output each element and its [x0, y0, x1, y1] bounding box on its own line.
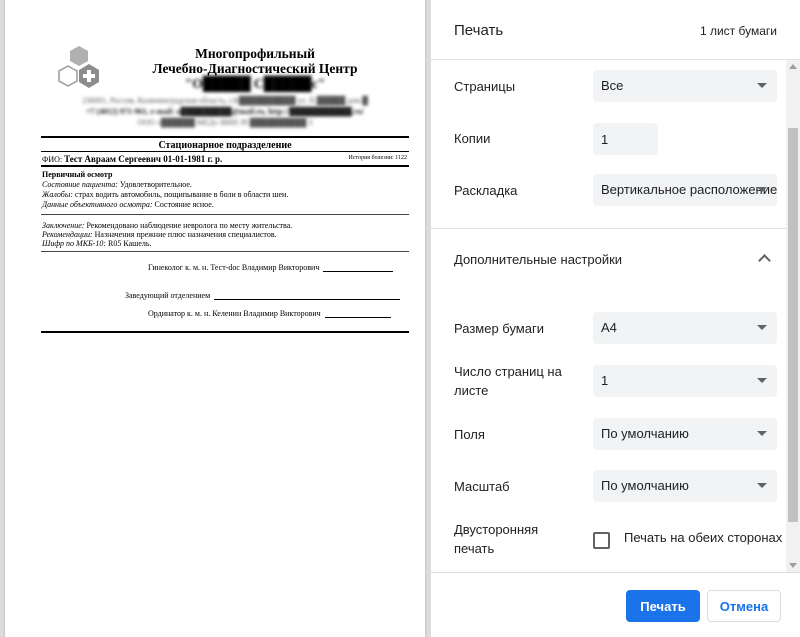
dropdown-arrow-icon — [757, 325, 767, 330]
scale-select[interactable]: По умолчанию — [593, 470, 777, 502]
org-contacts: +7 (4012) 971-961, e-mail: о█████████@mail.ru, http://███████████.ru/ — [85, 107, 364, 116]
duplex-label: Двусторонняя печать — [454, 522, 539, 556]
scroll-up-arrow-icon[interactable] — [789, 64, 797, 69]
copies-input[interactable] — [593, 123, 658, 155]
signature-line — [323, 263, 393, 272]
dropdown-arrow-icon — [757, 483, 767, 488]
layout-select[interactable]: Вертикальное расположение — [593, 174, 777, 206]
cancel-button[interactable]: Отмена — [707, 590, 781, 622]
print-settings-panel — [431, 0, 800, 637]
conclusion: Заключение: Рекомендовано наблюдение невролога по месту жительства. — [42, 221, 293, 230]
divider — [41, 165, 409, 167]
paper-size-label: Размер бумаги — [454, 321, 544, 336]
pages-per-sheet-select[interactable]: 1 — [593, 365, 777, 397]
divider — [41, 251, 409, 252]
more-settings-toggle[interactable]: Дополнительные настройки — [454, 252, 623, 267]
exam-title: Первичный осмотр — [42, 170, 113, 179]
dropdown-arrow-icon — [757, 83, 767, 88]
duplex-checkbox[interactable] — [593, 532, 610, 549]
margins-select[interactable]: По умолчанию — [593, 418, 777, 450]
pages-select[interactable]: Все — [593, 70, 777, 102]
clinic-logo-icon — [57, 44, 101, 88]
chevron-up-icon[interactable] — [758, 254, 771, 267]
pages-per-sheet-label: Число страниц на листе — [454, 364, 562, 398]
scale-label: Масштаб — [454, 479, 510, 494]
patient-fio: ФИО: Тест Авраам Сергеевич 01-01-1981 г. р. — [42, 154, 223, 164]
divider — [41, 136, 409, 138]
panel-footer — [431, 572, 800, 637]
settings-scrollbar[interactable] — [786, 60, 800, 572]
panel-title: Печать — [454, 22, 504, 39]
duplex-checkbox-label[interactable]: Печать на обеих сторонах — [624, 530, 783, 545]
dropdown-arrow-icon — [757, 431, 767, 436]
signature-gynecologist: Гинеколог к. м. н. Тест-doc Владимир Викторович — [148, 263, 393, 272]
panel-header — [431, 0, 800, 60]
print-button[interactable]: Печать — [626, 590, 700, 622]
department-title: Стационарное подразделение — [158, 140, 292, 151]
scrollbar-thumb[interactable] — [788, 128, 798, 522]
scroll-down-arrow-icon[interactable] — [789, 563, 797, 568]
org-title: Многопрофильный Лечебно-Диагностический Центр "О█████ С█████с" — [152, 46, 358, 91]
dropdown-arrow-icon — [757, 187, 767, 192]
divider — [41, 331, 409, 333]
divider — [41, 151, 409, 152]
signature-resident: Ординатор к. м. н. Келенин Владимир Викторович — [148, 309, 391, 318]
recommendations: Рекомендации: Назначения прежние плюс назначения специалистов. — [42, 230, 277, 239]
exam-state: Состояние пациента: Удовлетворительное. — [42, 180, 192, 189]
divider — [41, 214, 409, 215]
section-divider — [431, 228, 786, 229]
exam-complaints: Жалобы: страх водить автомобиль, пощипывание в боли в области шеи. — [42, 190, 289, 199]
copies-label: Копии — [454, 131, 491, 146]
org-address: 236001, Россия, Калининградская область, г.К██████████ ул. П.█████ дом █ — [82, 96, 368, 105]
dropdown-arrow-icon — [757, 378, 767, 383]
signature-line — [214, 291, 400, 300]
signature-head: Заведующий отделением — [125, 291, 400, 300]
preview-page — [5, 0, 425, 637]
layout-label: Раскладка — [454, 183, 518, 198]
org-legal: ООО «██████ МЕД» ИНН 39 ██████████ 3 — [137, 118, 313, 127]
pages-label: Страницы — [454, 79, 516, 94]
margins-label: Поля — [454, 427, 485, 442]
sheet-count: 1 лист бумаги — [699, 24, 777, 38]
exam-objective: Данные объективного осмотра: Состояние ясное. — [42, 200, 214, 209]
signature-line — [325, 309, 391, 318]
history-number: История болезни: 1122 — [348, 155, 407, 161]
paper-size-select[interactable]: A4 — [593, 312, 777, 344]
icd-code: Шифр по МКБ-10: R05 Кашель. — [42, 239, 152, 248]
